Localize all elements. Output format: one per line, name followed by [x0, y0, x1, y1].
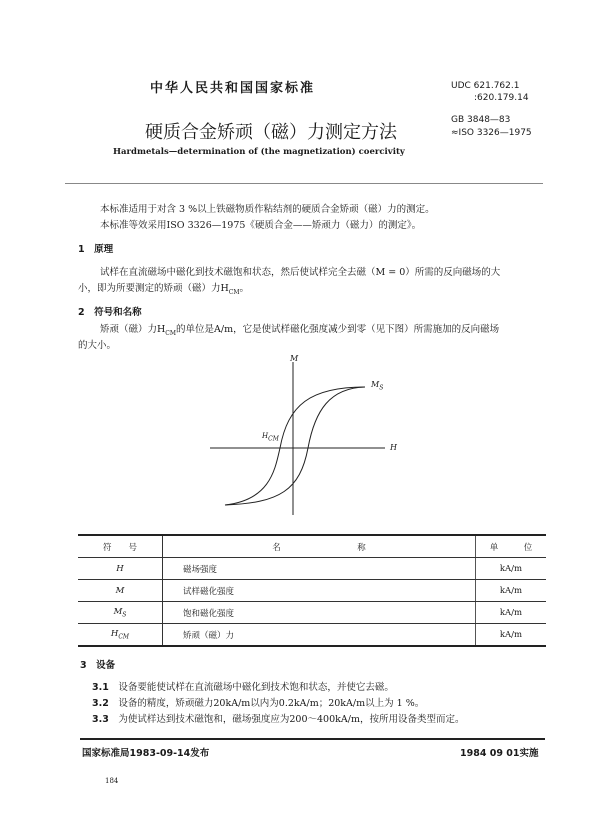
table-header-row: 符 号 名 称 单 位: [78, 535, 546, 558]
issuing-body: 中华人民共和国国家标准: [150, 81, 316, 96]
symbols-table: [78, 534, 546, 647]
gb-code: GB 3848—83: [451, 115, 511, 125]
descending-branch: [225, 387, 365, 505]
hysteresis-loop-figure: [200, 350, 400, 520]
h-axis-label: H: [390, 443, 397, 452]
clause-3-3: 3.3 为使试样达到技术磁饱和，磁场强度应为200～400kA/m，按所用设备类型而定。: [92, 714, 465, 725]
table-row: $H_{CM}$ 矫顽（磁）力 kA/m: [78, 624, 546, 647]
udc-code: UDC 621.762.1: [451, 81, 520, 91]
clause-3-1: 3.1 设备要能使试样在直流磁场中磁化到技术饱和状态，并使它去磁。: [92, 682, 394, 693]
iso-code: ≈ISO 3326—1975: [451, 128, 532, 138]
ascending-branch: [225, 387, 365, 505]
ms-label: $M_S$: [371, 380, 384, 392]
table-row: $M_S$ 饱和磁化强度 kA/m: [78, 602, 546, 624]
section-1-text: 试样在直流磁场中磁化到技术磁饱和状态，然后使试样完全去磁（M = 0）所需的反向磁场的大: [100, 267, 501, 278]
issue-date: 国家标准局1983-09-14发布: [82, 748, 210, 759]
english-title: Hardmetals—determination of (the magnetization) coercivity: [113, 147, 405, 157]
section-1-heading: 1 原理: [78, 244, 114, 255]
hcm-label: $H_{CM}$: [262, 432, 279, 443]
page-number: 184: [105, 777, 119, 785]
intro-paragraph: 本标准等效采用ISO 3326—1975《硬质合金——矫顽力（磁力）的测定》。: [100, 220, 422, 231]
section-2-heading: 2 符号和名称: [78, 307, 142, 318]
footer-divider: [80, 738, 545, 740]
header-divider: [65, 183, 543, 184]
section-2-text: 的大小。: [78, 340, 117, 351]
m-axis-label: M: [290, 354, 299, 363]
table-row: H 磁场强度 kA/m: [78, 558, 546, 580]
document-title: 硬质合金矫顽（磁）力测定方法: [145, 122, 397, 143]
section-2-text: 矫顽（磁）力$H_{CM}$的单位是A/m，它是使试样磁化强度减少到零（见下图）所需施加的反向磁场: [100, 324, 500, 337]
section-1-text: 小，即为所要测定的矫顽（磁）力$H_{CM}$。: [78, 283, 250, 296]
udc-code-2: :620.179.14: [474, 93, 529, 103]
effective-date: 1984 09 01实施: [460, 748, 539, 759]
section-3-heading: 3 设备: [80, 660, 116, 671]
intro-paragraph: 本标准适用于对含 3 %以上铁磁物质作粘结剂的硬质合金矫顽（磁）力的测定。: [100, 204, 435, 215]
clause-3-2: 3.2 设备的精度，矫顽磁力20kA/m以内为0.2kA/m；20kA/m以上为 1 %。: [92, 698, 425, 709]
table-row: M 试样磁化强度 kA/m: [78, 580, 546, 602]
